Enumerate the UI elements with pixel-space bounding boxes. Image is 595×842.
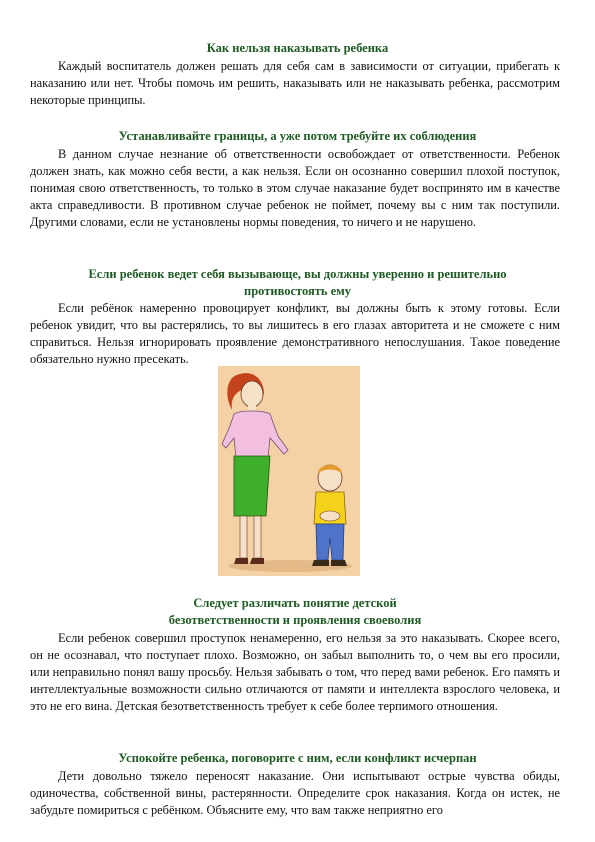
mother-leg-left	[240, 516, 247, 558]
mother-blouse	[222, 411, 288, 458]
child-shoe-left	[312, 560, 329, 566]
heading-how-not-to-punish: Как нельзя наказывать ребенка	[206, 41, 389, 55]
mother-shoe-right	[250, 558, 264, 564]
mother-face	[241, 381, 263, 407]
mother-child-drawing	[218, 366, 360, 576]
child-shoe-right	[331, 560, 347, 566]
mother-shoe-left	[234, 558, 248, 564]
heading-irresponsibility-vs-willfulness: Следует различать понятие детской безответственности и проявления своеволия	[168, 596, 422, 627]
paragraph-calm-the-child: Дети довольно тяжело переносят наказание. Они испытывают острые чувства обиды, одиночества, собственной вины, растерянности. Определите срок наказания. Когда он истек, не забудьте помириться с ребёнком. Объясните ему, что вам также неприятно его	[30, 769, 560, 817]
illustration-mother-and-child	[218, 366, 360, 576]
mother-skirt	[234, 456, 270, 516]
heading-defiant-behavior: Если ребенок ведет себя вызывающе, вы должны уверенно и решительно противостоять ему	[88, 267, 507, 298]
paragraph-defiant-behavior: Если ребёнок намеренно провоцирует конфликт, вы должны быть к этому готовы. Если ребенок увидит, что вы растерялись, то вы лишитесь в его глазах авторитета и не сможете с ним справиться. Нельзя игнорировать проявление демонстративного непослушания. Такое поведение обязательно нужно пресекать.	[30, 301, 560, 366]
mother-leg-right	[254, 516, 261, 558]
child-hands	[320, 511, 340, 521]
paragraph-irresponsibility: Если ребенок совершил проступок ненамеренно, его нельзя за это наказывать. Скорее всего, он не осознавал, что поступает плохо. Возможно, он забыл выполнить то, о чем вы его просили, или неправильно понял вашу просьбу. Нельзя забывать о том, что перед вами ребенок. Его память и интеллектуальные возможности сильно отличаются от памяти и интеллекта взрослого человека, и это не его вина. Детская безответственность требует к себе более терпимого отношения.	[30, 631, 560, 713]
child-pants	[316, 524, 344, 560]
paragraph-intro: Каждый воспитатель должен решать для себя сам в зависимости от ситуации, прибегать к наказанию или нет. Чтобы помочь им решить, наказывать или не наказывать ребенка, рассмотрим некоторые принципы.	[30, 59, 560, 107]
heading-calm-the-child: Успокойте ребенка, поговорите с ним, если конфликт исчерпан	[118, 751, 477, 765]
paragraph-boundaries: В данном случае незнание об ответственности освобождает от ответственности. Ребенок должен знать, как можно себя вести, а как нельзя. Если он осознанно совершил плохой поступок, понимая свою ответственность, то только в этом случае наказание будет воспринято им в качестве акта справедливости. В противном случае ребенок не поймет, почему вы с ним так поступили. Другими словами, если не установлены нормы поведения, то ничего и не нарушено.	[30, 147, 560, 229]
heading-set-boundaries: Устанавливайте границы, а уже потом требуйте их соблюдения	[118, 129, 477, 143]
